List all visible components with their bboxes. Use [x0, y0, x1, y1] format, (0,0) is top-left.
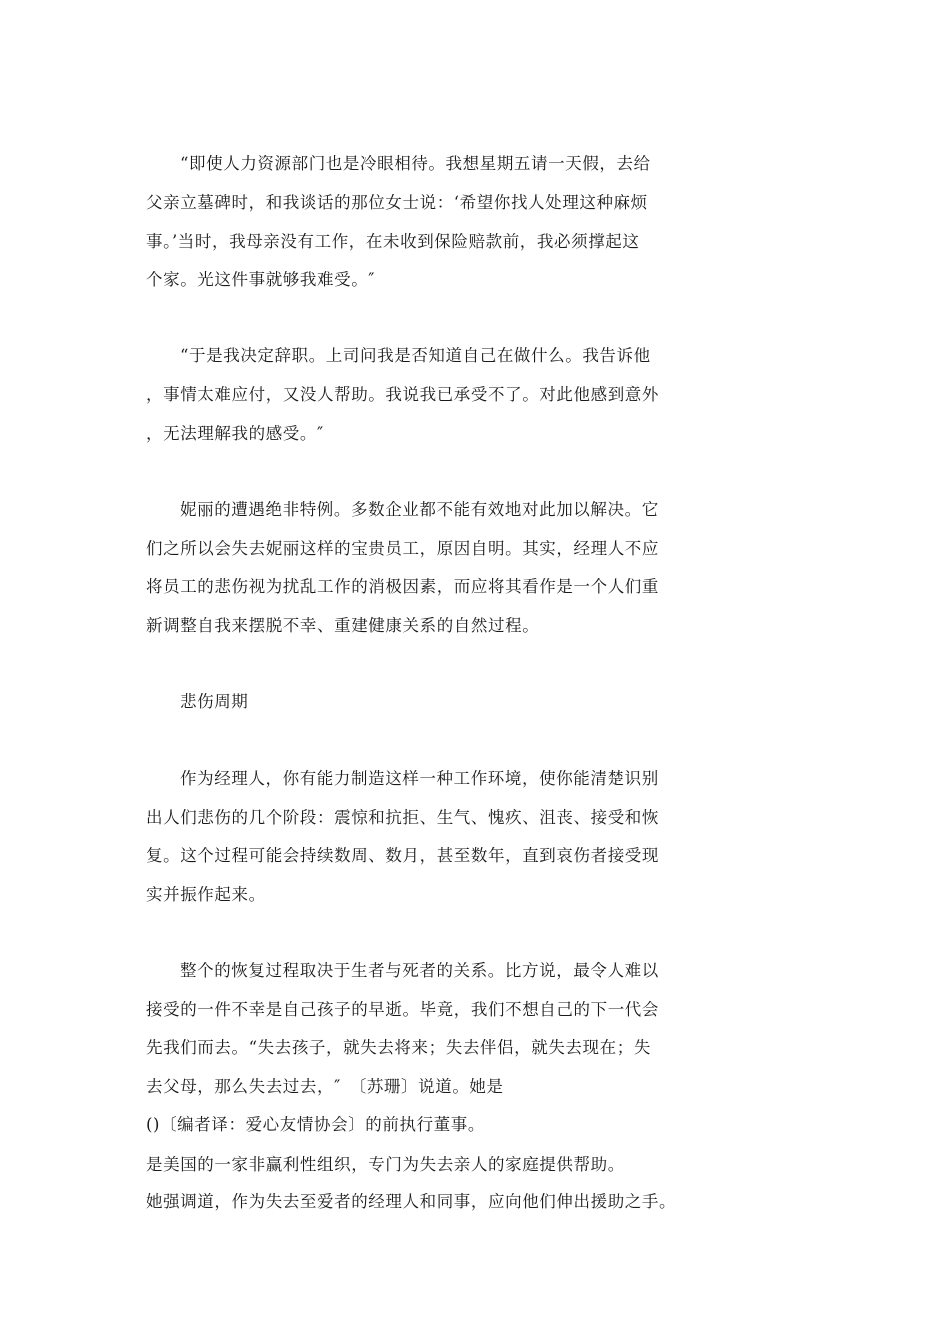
paragraph-3-line-1: 妮丽的遭遇绝非特例。多数企业都不能有效地对此加以解决。它: [180, 500, 659, 519]
paragraph-2-line-3: ，无法理解我的感受。″: [146, 424, 324, 443]
paragraph-1-line-3: 事。’当时，我母亲没有工作，在未收到保险赔款前，我必须撑起这: [146, 232, 640, 251]
paragraph-5-line-4: 去父母，那么失去过去，″ 〔苏珊〕说道。她是: [146, 1077, 504, 1096]
paragraph-5-line-3: 先我们而去。“失去孩子，就失去将来；失去伴侣，就失去现在；失: [146, 1038, 651, 1057]
section-heading: 悲伤周期: [180, 692, 249, 711]
paragraph-5-line-7: 她强调道，作为失去至爱者的经理人和同事，应向他们伸出援助之手。: [146, 1192, 677, 1211]
paragraph-4-line-1: 作为经理人，你有能力制造这样一种工作环境，使你能清楚识别: [180, 769, 659, 788]
paragraph-1-line-2: 父亲立墓碑时，和我谈话的那位女士说：‘希望你找人处理这种麻烦: [146, 193, 648, 212]
paragraph-4-line-4: 实并振作起来。: [146, 885, 266, 904]
paragraph-5-line-1: 整个的恢复过程取决于生者与死者的关系。比方说，最令人难以: [180, 961, 659, 980]
paragraph-3-line-2: 们之所以会失去妮丽这样的宝贵员工，原因自明。其实，经理人不应: [146, 539, 659, 558]
paragraph-4-line-2: 出人们悲伤的几个阶段：震惊和抗拒、生气、愧疚、沮丧、接受和恢: [146, 808, 659, 827]
paragraph-3-line-4: 新调整自我来摆脱不幸、重建健康关系的自然过程。: [146, 616, 540, 635]
paragraph-1-line-4: 个家。光这件事就够我难受。″: [146, 270, 376, 289]
paragraph-2-line-2: ，事情太难应付，又没人帮助。我说我已承受不了。对此他感到意外: [146, 385, 659, 404]
paragraph-5-line-6: 是美国的一家非赢利性组织，专门为失去亲人的家庭提供帮助。: [146, 1155, 625, 1174]
paragraph-5-line-5: ()〔编者译：爱心友情协会〕的前执行董事。: [146, 1115, 485, 1134]
paragraph-5-line-2: 接受的一件不幸是自己孩子的早逝。毕竟，我们不想自己的下一代会: [146, 1000, 659, 1019]
paragraph-2-line-1: “于是我决定辞职。上司问我是否知道自己在做什么。我告诉他: [180, 346, 651, 365]
paragraph-3-line-3: 将员工的悲伤视为扰乱工作的消极因素，而应将其看作是一个人们重: [146, 577, 659, 596]
paragraph-1-line-1: “即使人力资源部门也是冷眼相待。我想星期五请一天假，去给: [180, 154, 651, 173]
paragraph-4-line-3: 复。这个过程可能会持续数周、数月，甚至数年，直到哀伤者接受现: [146, 846, 659, 865]
